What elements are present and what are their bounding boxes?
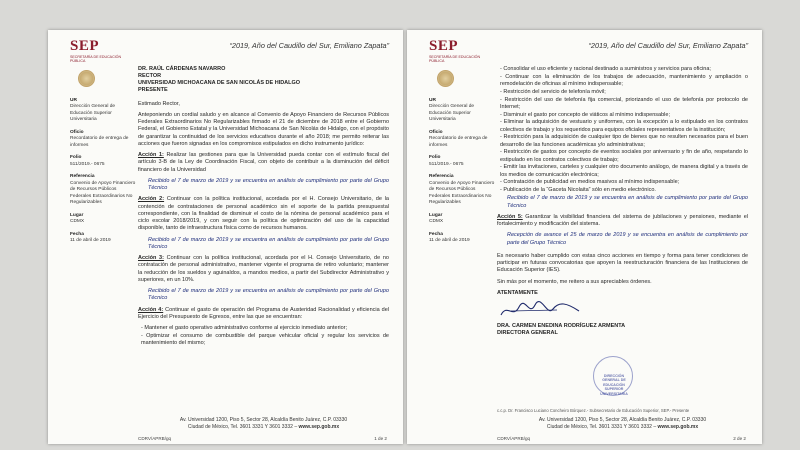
action-2-status: Recibido el 7 de marzo de 2019 y se encuentra en análisis de cumplimiento por parte del Grupo Técnico: [148, 236, 389, 250]
footer-city-phone: Ciudad de México, Tel. 3601 3331 Y 3601 3332 –: [546, 423, 657, 430]
list-item: - Mantener el gasto operativo administrativo conforme al ejercicio inmediato anterior;: [141, 325, 348, 332]
list-item: - Publicación de la “Gaceta Nicolaita” sólo en medio electrónico.: [500, 187, 656, 193]
action-4: Acción 4: Continuar el gasto de operación del Programa de Austeridad Racionalidad y eficiencia del Ejercicio del Presupuesto de Egresos, entre las que se encuentran:: [138, 306, 390, 320]
recipient-present: PRESENTE: [138, 87, 168, 94]
ref-value: Convenio de Apoyo Financiero de Recursos Públicos Federales Extraordinarios No Regularizables: [70, 180, 136, 206]
lugar-label: Lugar: [429, 212, 443, 218]
ur-label: UR: [429, 98, 436, 103]
closing-paragraph: Es necesario haber cumplido con estas cinco acciones en tiempo y forma para tener condiciones de participar en futuras convocatorias que apoyen la reestructuración financiera de las Instituciones de Educación Superior (IES).: [497, 252, 748, 274]
list-item: - Contratación de publicidad en medios masivos al mínimo indispensable;: [500, 179, 680, 186]
doc-code: CDRV/APRB/gq: [497, 436, 531, 441]
recipient-title: RECTOR: [138, 73, 162, 80]
sep-logo-subtitle: SECRETARÍA DE EDUCACIÓN PÚBLICA: [429, 55, 481, 63]
folio-label: Folio: [429, 155, 441, 161]
list-item: - Consolidar el uso eficiente y racional destinado a suministros y servicios para oficina;: [500, 66, 711, 72]
ref-label: Referencia: [70, 174, 95, 180]
list-item: - Restricción del servicio de telefonía móvil;: [500, 88, 606, 95]
lugar-value: CDMX: [429, 219, 444, 225]
national-seal-icon: [437, 70, 454, 87]
attentively-label: ATENTAMENTE: [497, 289, 538, 296]
sep-logo-subtitle: SECRETARÍA DE EDUCACIÓN PÚBLICA: [70, 55, 122, 63]
list-item: - Continuar con la eliminación de los trabajos de adecuación, mantenimiento y ampliación o remodelación de oficinas al mínimo indispensable;: [500, 73, 748, 87]
recipient-name: DR. RAÚL CÁRDENAS NAVARRO: [138, 66, 226, 72]
oficio-label: Oficio: [429, 129, 443, 135]
oficio-label: Oficio: [70, 129, 84, 135]
action-1-status: Recibido el 7 de marzo de 2019 y se encuentra en análisis de cumplimiento por parte del Grupo Técnico: [148, 177, 389, 192]
closing-regards: Sin más por el momento, me reitero a sus apreciables órdenes.: [497, 278, 652, 285]
folio-value: 511/2019.- 0675: [429, 161, 464, 167]
folio-label: Folio: [70, 155, 82, 161]
list-item: - Restricción de gastos por concepto de eventos sociales por aniversario y fin de año, respetando lo estipulado en los contratos colectivos de trabajo;: [500, 149, 748, 163]
sep-logo: [70, 38, 130, 87]
stamp-text: DIRECCIÓN GENERAL DE EDUCACIÓN SUPERIOR UNIVERSITARIA: [600, 374, 628, 396]
action-4-status: Recibido el 7 de marzo de 2019 y se encuentra en análisis de cumplimiento por parte del Grupo Técnico: [507, 195, 748, 209]
page-footer: [497, 417, 748, 430]
page-number: 2 de 2: [733, 436, 746, 441]
ref-value: Convenio de Apoyo Financiero de Recursos Públicos Federales Extraordinarios No Regularizables: [429, 180, 495, 206]
folio-value: 511/2019.- 0675: [70, 161, 105, 167]
fecha-label: Fecha: [70, 231, 84, 237]
doc-code: CDRV/APRB/gq: [138, 436, 172, 441]
footer-url: www.sep.gob.mx: [657, 423, 699, 430]
sep-logo: [429, 38, 489, 87]
page-footer: [138, 417, 389, 430]
recipient-block: [138, 66, 389, 95]
oficio-value: Recordatorio de entrega de informes: [429, 136, 488, 148]
letter-body-1: [138, 66, 389, 348]
footer-address: Av. Universidad 1200, Piso 5, Sector 28, Alcaldía Benito Juárez, C.P. 03330: [179, 417, 348, 423]
header-motto: “2019, Año del Caudillo del Sur, Emiliano Zapata”: [588, 41, 748, 50]
list-item: - Restricción del uso de telefonía fija comercial, priorizando el uso de telefonía por protocolo de Internet;: [500, 96, 748, 110]
footer-url: www.sep.gob.mx: [298, 423, 340, 430]
letter-page-1: [48, 30, 403, 444]
ref-label: Referencia: [429, 174, 454, 180]
national-seal-icon: [78, 70, 95, 87]
list-item: - Emitir las invitaciones, carteles y cualquier otro documento análogo, de manera digital y a través de los medios de comunicación electrónica;: [500, 164, 748, 178]
action-4-bullets-cont: [497, 66, 748, 194]
action-3-status: Recibido el 7 de marzo de 2019 y se encuentra en análisis de cumplimiento por parte del Grupo Técnico: [148, 288, 389, 302]
list-item: - Restricción para la adquisición de cualquier tipo de bienes que no resulten necesarios para el buen desarrollo de las funciones académicas y/o administrativas;: [500, 134, 748, 148]
action-5-status: Recepción de avance el 25 de marzo de 2019 y se encuentra en análisis de cumplimiento por parte del Grupo Técnico: [507, 232, 748, 246]
letter-body-2: [497, 66, 748, 338]
action-2: Acción 2: Continuar con la política institucional, acordada por el H. Consejo Universitario, de la contención de contrataciones de personal académico sin el soporte de la partida presupuestal correspondiente, con la finalidad de disminuir el costo de la nómina de personal académico para el ciclo escolar 2018/2019, y con seguir con la política de optimización del uso de la capacidad disponible, tanto de infraestructura física como de recursos humanos.: [138, 196, 389, 232]
lugar-value: CDMX: [70, 219, 85, 225]
action-5: Acción 5: Garantizar la visibilidad financiera del sistema de jubilaciones y pensiones, mediante el fortalecimiento y modificación del sistema.: [497, 213, 748, 227]
handwritten-signature: [497, 299, 577, 321]
lugar-label: Lugar: [70, 212, 84, 218]
greeting: Estimado Rector,: [138, 100, 180, 107]
list-item: - Eliminar la adquisición de vestuario y uniformes, con la excepción a lo estipulado en los contratos colectivos de trabajo y los requeridos para equipos oficiales representativos de la institución;: [500, 119, 748, 133]
sep-logo-text: SEP: [429, 38, 459, 54]
ur-value: Dirección General de Educación Superior Universitaria: [429, 104, 475, 123]
signer-title: DIRECTORA GENERAL: [497, 330, 558, 337]
letter-page-2: [407, 30, 762, 444]
footer-address: Av. Universidad 1200, Piso 5, Sector 28, Alcaldía Benito Juárez, C.P. 03330: [538, 417, 707, 423]
list-item: - Optimizar el consumo de combustible del parque vehicular oficial y regular los servicios de mantenimiento del mismo;: [141, 332, 389, 347]
list-item: - Disminuir el gasto por concepto de viáticos al mínimo indispensable;: [500, 111, 670, 118]
ur-value: Dirección General de Educación Superior Universitaria: [70, 104, 116, 123]
page-number: 1 de 2: [374, 436, 387, 441]
action-1: Acción 1: Realizar las gestiones para que la Universidad pueda contar con el estímulo fiscal del artículo 3-B de la Ley de Coordinación Fiscal, con objeto de contribuir a la disminución del déficit financiero de la Universidad: [138, 152, 389, 173]
fecha-value: 11 de abril de 2019: [70, 237, 111, 243]
ur-label: UR: [70, 98, 77, 103]
recipient-institution: UNIVERSIDAD MICHOACANA DE SAN NICOLÁS DE HIDALGO: [138, 80, 301, 87]
sidebar-metadata: [70, 98, 136, 250]
intro-paragraph: Anteponiendo un cordial saludo y en alcance al Convenio de Apoyo Financiero de Recursos Públicos Federales Extraordinarios No Regularizables firmado el 21 de diciembre de 2018 entre el Gobierno Federal, el Gobierno Estatal y la Universidad Michoacana de San Nicolás de Hidalgo, con el propósito de garantizar la continuidad de los servicios educativos durante el año 2018; me permito reiterar las acciones que fueron signadas en los compromisos estipulados en dicho instrumento jurídico:: [138, 111, 389, 147]
action-4-bullets: [138, 325, 389, 347]
oficio-value: Recordatorio de entrega de informes: [70, 136, 129, 148]
sidebar-metadata: [429, 98, 495, 250]
ccp-line: c.c.p. Dr. Francisco Luciano Concheiro Bórquez.- Subsecretario de Educación Superior, SEP.- Presente: [497, 408, 690, 413]
signer-name: DRA. CARMEN ENEDINA RODRÍGUEZ ARMENTA: [497, 323, 626, 329]
fecha-label: Fecha: [429, 231, 443, 237]
fecha-value: 11 de abril de 2019: [429, 237, 470, 243]
header-motto: “2019, Año del Caudillo del Sur, Emiliano Zapata”: [229, 41, 389, 50]
action-3: Acción 3: Continuar con la política institucional, acordada por el H. Consejo Universitario, de no contratación de personal administrativo, mantener vigente el programa de retiro voluntario; mantener la reducción de los sueldos y aguinaldos, a mandos medios, a partir del Subdirector Administrativo y superiores, en un 10%.: [138, 255, 389, 283]
sep-logo-text: SEP: [70, 38, 100, 54]
footer-city-phone: Ciudad de México, Tel. 3601 3331 Y 3601 3332 –: [187, 423, 298, 430]
